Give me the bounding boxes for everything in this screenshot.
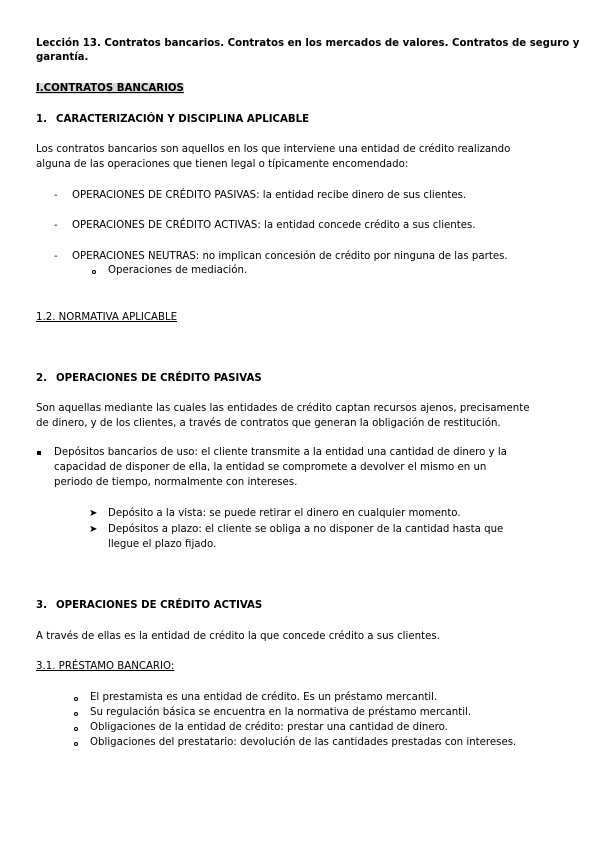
section-number-2: 2. [36,373,47,384]
depositos-bullet-line1: Depósitos bancarios de uso: el cliente transmite a la entidad una cantidad de dinero y la [54,447,507,458]
dash-bullet: - [54,251,58,262]
prestamo-item-1: El prestamista es una entidad de crédito. Es un préstamo mercantil. [90,692,438,703]
circle-bullet-icon [74,712,78,716]
deposito-vista-item: Depósito a la vista: se puede retirar el dinero en cualquier momento. [108,508,461,519]
depositos-bullet-line2: capacidad de disponer de ella, la entidad se compromete a devolver el mismo en un [54,462,487,473]
prestamo-item-4: Obligaciones del prestatario: devolución de las cantidades prestadas con intereses. [90,737,517,748]
circle-bullet-icon [92,270,96,274]
section-title-pasivas: OPERACIONES DE CRÉDITO PASIVAS [56,373,262,384]
deposito-plazo-line1: Depósitos a plazo: el cliente se obliga a no disponer de la cantidad hasta que [108,524,504,535]
square-bullet-icon [37,451,41,455]
pasivas-paragraph-line1: Son aquellas mediante las cuales las entidades de crédito captan recursos ajenos, precisamente [36,403,530,414]
circle-bullet-icon [74,727,78,731]
circle-bullet-icon [74,742,78,746]
normativa-aplicable-heading: 1.2. NORMATIVA APLICABLE [36,312,178,323]
prestamo-item-2: Su regulación básica se encuentra en la normativa de préstamo mercantil. [90,707,472,718]
dash-bullet: - [54,220,58,231]
circle-bullet-icon [74,697,78,701]
intro-paragraph-line1: Los contratos bancarios son aquellos en los que interviene una entidad de crédito realizando [36,144,511,155]
document-title-line1: Lección 13. Contratos bancarios. Contratos en los mercados de valores. Contratos de seguro y [36,38,580,49]
pasivas-paragraph-line2: de dinero, y de los clientes, a través de contratos que generan la obligación de restitución. [36,418,501,429]
document-title-line2: garantía. [36,52,89,63]
sublist-item-mediacion: Operaciones de mediación. [108,265,248,276]
arrow-bullet-icon: ➤ [89,508,98,519]
depositos-bullet-line3: periodo de tiempo, normalmente con intereses. [54,477,298,488]
section-number-3: 3. [36,600,47,611]
subsection-number-1: 1. [36,114,47,125]
list-item-activas: OPERACIONES DE CRÉDITO ACTIVAS: la entidad concede crédito a sus clientes. [72,220,476,231]
deposito-plazo-line2: llegue el plazo fijado. [108,539,217,550]
list-item-pasivas: OPERACIONES DE CRÉDITO PASIVAS: la entidad recibe dinero de sus clientes. [72,190,467,201]
section-title-activas: OPERACIONES DE CRÉDITO ACTIVAS [56,600,263,611]
prestamo-bancario-heading: 3.1. PRÉSTAMO BANCARIO: [36,661,175,672]
prestamo-item-3: Obligaciones de la entidad de crédito: prestar una cantidad de dinero. [90,722,448,733]
subsection-title-caracterizacion: CARACTERIZACIÓN Y DISCIPLINA APLICABLE [56,114,310,125]
activas-paragraph: A través de ellas es la entidad de crédito la que concede crédito a sus clientes. [36,631,440,642]
section-heading-contratos-bancarios: I.CONTRATOS BANCARIOS [36,83,184,94]
dash-bullet: - [54,190,58,201]
arrow-bullet-icon: ➤ [89,524,98,535]
list-item-neutras: OPERACIONES NEUTRAS: no implican concesión de crédito por ninguna de las partes. [72,251,508,262]
intro-paragraph-line2: alguna de las operaciones que tienen legal o típicamente encomendado: [36,159,409,170]
